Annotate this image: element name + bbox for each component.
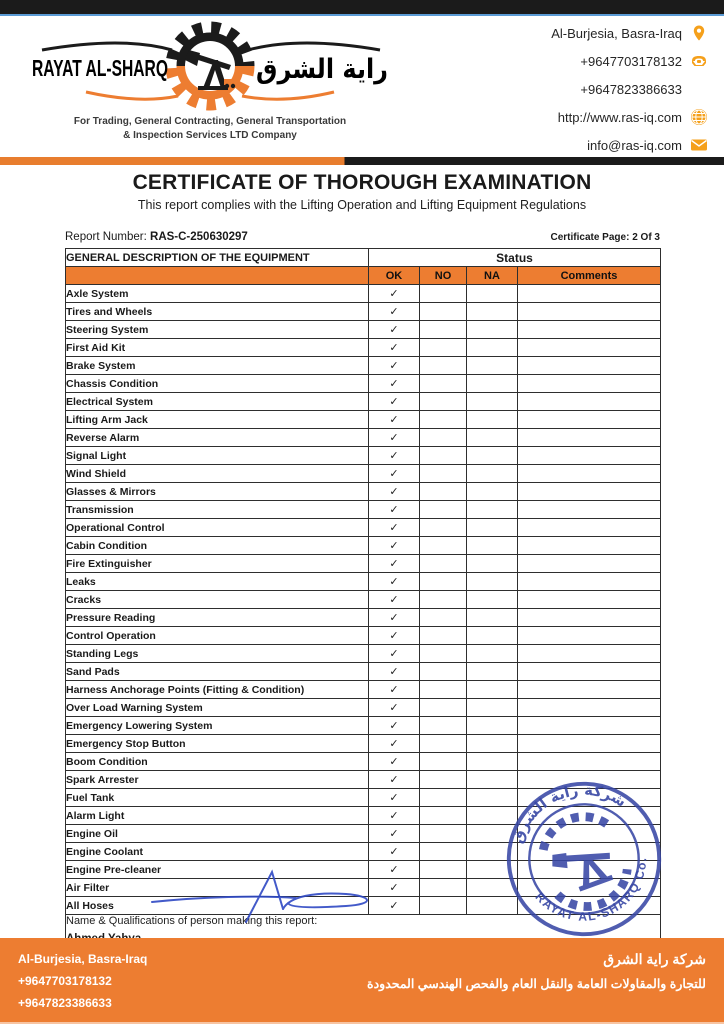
no-cell [420, 663, 467, 681]
na-cell [467, 879, 518, 897]
item-cell: Lifting Arm Jack [66, 411, 369, 429]
no-cell [420, 483, 467, 501]
na-cell [467, 753, 518, 771]
item-cell: Transmission [66, 501, 369, 519]
comments-cell [518, 465, 661, 483]
ok-cell: ✓ [369, 357, 420, 375]
ok-cell: ✓ [369, 303, 420, 321]
na-cell [467, 501, 518, 519]
comments-cell [518, 411, 661, 429]
na-cell [467, 573, 518, 591]
item-cell: Leaks [66, 573, 369, 591]
no-cell [420, 735, 467, 753]
contact-email: info@ras-iq.com [587, 137, 682, 153]
ok-cell: ✓ [369, 789, 420, 807]
footer-arabic-block [367, 946, 706, 996]
ok-cell: ✓ [369, 609, 420, 627]
item-cell: Chassis Condition [66, 375, 369, 393]
comments-cell [518, 573, 661, 591]
footer-company-ar: شركة راية الشرق [603, 951, 706, 967]
table-row [66, 681, 661, 699]
comments-cell [518, 429, 661, 447]
table-row [66, 555, 661, 573]
no-cell [420, 879, 467, 897]
comments-cell [518, 501, 661, 519]
table-row [66, 663, 661, 681]
comments-cell [518, 339, 661, 357]
na-cell [467, 807, 518, 825]
column-header-na: NA [467, 267, 518, 285]
table-row [66, 789, 661, 807]
status-header: Status [369, 249, 661, 267]
table-row [66, 501, 661, 519]
table-row [66, 771, 661, 789]
table-row [66, 375, 661, 393]
item-cell: Steering System [66, 321, 369, 339]
comments-cell [518, 591, 661, 609]
table-row [66, 285, 661, 303]
item-cell: Reverse Alarm [66, 429, 369, 447]
comments-cell [518, 825, 661, 843]
report-meta-line [65, 231, 660, 243]
table-row [66, 573, 661, 591]
table-row [66, 465, 661, 483]
comments-cell [518, 789, 661, 807]
item-cell: Harness Anchorage Points (Fitting & Condition) [66, 681, 369, 699]
no-cell [420, 843, 467, 861]
comments-cell [518, 861, 661, 879]
description-header: GENERAL DESCRIPTION OF THE EQUIPMENT [66, 249, 369, 267]
ok-cell: ✓ [369, 537, 420, 555]
contact-block [478, 24, 708, 164]
comments-cell [518, 285, 661, 303]
item-cell: First Aid Kit [66, 339, 369, 357]
item-cell: Operational Control [66, 519, 369, 537]
contact-email-row [478, 136, 708, 154]
item-cell: Pressure Reading [66, 609, 369, 627]
na-cell [467, 771, 518, 789]
table-row [66, 843, 661, 861]
table-row [66, 411, 661, 429]
table-row [66, 339, 661, 357]
table-row [66, 645, 661, 663]
stamp-text-english: RAYAT AL-SHARQ Co. [532, 856, 650, 924]
table-row [66, 303, 661, 321]
table-row [66, 357, 661, 375]
tagline-line1: For Trading, General Contracting, General Transportation [73, 116, 347, 127]
no-cell [420, 411, 467, 429]
footer-phone1: +9647703178132 [18, 974, 112, 988]
comments-cell [518, 555, 661, 573]
na-cell [467, 537, 518, 555]
globe-icon [690, 108, 708, 126]
report-number [65, 231, 248, 243]
report-number-value: RAS-C-250630297 [150, 231, 248, 243]
footer-address: Al-Burjesia, Basra-Iraq [18, 952, 148, 966]
ok-cell: ✓ [369, 465, 420, 483]
no-cell [420, 285, 467, 303]
no-cell [420, 861, 467, 879]
table-row [66, 879, 661, 897]
table-row [66, 609, 661, 627]
na-cell [467, 609, 518, 627]
no-cell [420, 357, 467, 375]
ok-cell: ✓ [369, 339, 420, 357]
table-row [66, 447, 661, 465]
table-row [66, 699, 661, 717]
ok-cell: ✓ [369, 447, 420, 465]
comments-cell [518, 393, 661, 411]
table-row [66, 429, 661, 447]
na-cell [467, 519, 518, 537]
ok-cell: ✓ [369, 699, 420, 717]
top-blue-line [0, 14, 724, 16]
ok-cell: ✓ [369, 285, 420, 303]
comments-cell [518, 627, 661, 645]
item-cell: Brake System [66, 357, 369, 375]
orange-black-divider [0, 157, 724, 165]
item-cell: All Hoses [66, 897, 369, 915]
na-cell [467, 699, 518, 717]
footer-description-ar: للتجارة والمقاولات العامة والنقل العام والفحص الهندسي المحدودة [367, 977, 706, 991]
no-cell [420, 699, 467, 717]
contact-phone1: +9647703178132 [580, 53, 682, 69]
ok-cell: ✓ [369, 825, 420, 843]
swoosh-bottom-left [86, 92, 178, 99]
signature-label: Name & Qualifications of person making this report: [66, 915, 318, 927]
comments-cell [518, 807, 661, 825]
na-cell [467, 303, 518, 321]
footer-contact-block [18, 948, 147, 1014]
top-black-bar [0, 0, 724, 14]
ok-cell: ✓ [369, 861, 420, 879]
comments-cell [518, 321, 661, 339]
ok-cell: ✓ [369, 681, 420, 699]
comments-cell [518, 753, 661, 771]
ok-cell: ✓ [369, 519, 420, 537]
na-cell [467, 627, 518, 645]
comments-cell [518, 303, 661, 321]
item-cell: Spark Arrester [66, 771, 369, 789]
comments-cell [518, 771, 661, 789]
comments-cell [518, 645, 661, 663]
footer-phone2: +9647823386633 [18, 996, 112, 1010]
phone-icon [690, 52, 708, 70]
contact-website-row [478, 108, 708, 126]
no-cell [420, 627, 467, 645]
swoosh-bottom-right [242, 92, 334, 99]
table-row [66, 537, 661, 555]
na-cell [467, 717, 518, 735]
ok-cell: ✓ [369, 645, 420, 663]
contact-address-row [478, 24, 708, 42]
certificate-page-value: 2 Of 3 [632, 232, 660, 243]
ok-cell: ✓ [369, 555, 420, 573]
item-cell: Wind Shield [66, 465, 369, 483]
comments-cell [518, 357, 661, 375]
item-cell: Alarm Light [66, 807, 369, 825]
table-row [66, 627, 661, 645]
comments-cell [518, 843, 661, 861]
ok-cell: ✓ [369, 879, 420, 897]
equipment-checklist-table [65, 248, 661, 946]
comments-cell [518, 519, 661, 537]
comments-cell [518, 897, 661, 915]
na-cell [467, 843, 518, 861]
na-cell [467, 447, 518, 465]
no-cell [420, 789, 467, 807]
na-cell [467, 681, 518, 699]
contact-phone2-row [478, 80, 708, 98]
na-cell [467, 375, 518, 393]
comments-cell [518, 375, 661, 393]
no-cell [420, 825, 467, 843]
page-title: CERTIFICATE OF THOROUGH EXAMINATION [132, 171, 592, 194]
ok-cell: ✓ [369, 573, 420, 591]
no-cell [420, 753, 467, 771]
certificate-page-label: Certificate Page: [550, 232, 633, 243]
contact-phone1-row [478, 52, 708, 70]
no-cell [420, 771, 467, 789]
contact-phone2: +9647823386633 [580, 81, 682, 97]
table-row [66, 825, 661, 843]
ok-cell: ✓ [369, 897, 420, 915]
comments-cell [518, 609, 661, 627]
no-cell [420, 717, 467, 735]
ok-cell: ✓ [369, 663, 420, 681]
comments-cell [518, 447, 661, 465]
no-cell [420, 519, 467, 537]
table-row [66, 807, 661, 825]
comments-cell [518, 537, 661, 555]
item-cell: Cabin Condition [66, 537, 369, 555]
comments-cell [518, 717, 661, 735]
company-name-ar: راية الشرق [256, 54, 388, 85]
no-cell [420, 681, 467, 699]
table-row [66, 393, 661, 411]
table-row [66, 519, 661, 537]
ok-cell: ✓ [369, 807, 420, 825]
na-cell [467, 357, 518, 375]
column-header-no: NO [420, 267, 467, 285]
no-cell [420, 573, 467, 591]
report-number-label: Report Number: [65, 231, 151, 243]
ok-cell: ✓ [369, 843, 420, 861]
ok-cell: ✓ [369, 771, 420, 789]
no-cell [420, 501, 467, 519]
column-header-ok: OK [369, 267, 420, 285]
no-cell [420, 339, 467, 357]
item-cell: Glasses & Mirrors [66, 483, 369, 501]
no-cell [420, 609, 467, 627]
na-cell [467, 735, 518, 753]
table-row [66, 735, 661, 753]
ok-cell: ✓ [369, 321, 420, 339]
item-cell: Axle System [66, 285, 369, 303]
item-cell: Boom Condition [66, 753, 369, 771]
item-cell: Signal Light [66, 447, 369, 465]
na-cell [467, 789, 518, 807]
item-cell: Fire Extinguisher [66, 555, 369, 573]
ok-cell: ✓ [369, 717, 420, 735]
no-cell [420, 465, 467, 483]
table-row [66, 321, 661, 339]
no-cell [420, 807, 467, 825]
comments-cell [518, 699, 661, 717]
no-cell [420, 555, 467, 573]
table-row [66, 483, 661, 501]
item-cell: Engine Coolant [66, 843, 369, 861]
ok-cell: ✓ [369, 375, 420, 393]
empty-orange-header [66, 267, 369, 285]
company-logo-emblem [28, 18, 392, 114]
ok-cell: ✓ [369, 591, 420, 609]
item-cell: Air Filter [66, 879, 369, 897]
no-cell [420, 897, 467, 915]
stamp-text-arabic: شركة راية الشرق [509, 781, 630, 846]
table-header-row-1 [66, 249, 661, 267]
ok-cell: ✓ [369, 429, 420, 447]
no-cell [420, 447, 467, 465]
comments-cell [518, 663, 661, 681]
no-cell [420, 591, 467, 609]
company-logo [28, 18, 392, 143]
no-cell [420, 375, 467, 393]
table-row [66, 717, 661, 735]
item-cell: Emergency Lowering System [66, 717, 369, 735]
table-row [66, 861, 661, 879]
envelope-icon [690, 136, 708, 154]
item-cell: Tires and Wheels [66, 303, 369, 321]
na-cell [467, 285, 518, 303]
ok-cell: ✓ [369, 393, 420, 411]
no-cell [420, 645, 467, 663]
no-cell [420, 429, 467, 447]
item-cell: Control Operation [66, 627, 369, 645]
swoosh-top-right [248, 43, 380, 50]
no-cell [420, 303, 467, 321]
item-cell: Cracks [66, 591, 369, 609]
na-cell [467, 483, 518, 501]
item-cell: Fuel Tank [66, 789, 369, 807]
location-pin-icon [690, 24, 708, 42]
ok-cell: ✓ [369, 483, 420, 501]
footer-bar [0, 938, 724, 1024]
na-cell [467, 897, 518, 915]
blank-icon-spacer [690, 80, 708, 98]
no-cell [420, 537, 467, 555]
comments-cell [518, 735, 661, 753]
no-cell [420, 393, 467, 411]
item-cell: Standing Legs [66, 645, 369, 663]
item-cell: Electrical System [66, 393, 369, 411]
company-name-en: RAYAT AL-SHARQ [32, 55, 168, 81]
ok-cell: ✓ [369, 627, 420, 645]
na-cell [467, 555, 518, 573]
na-cell [467, 591, 518, 609]
na-cell [467, 411, 518, 429]
contact-address: Al-Burjesia, Basra-Iraq [551, 25, 682, 41]
na-cell [467, 645, 518, 663]
column-header-comments: Comments [518, 267, 661, 285]
no-cell [420, 321, 467, 339]
tagline-line2: & Inspection Services LTD Company [123, 130, 297, 141]
na-cell [467, 429, 518, 447]
na-cell [467, 321, 518, 339]
ok-cell: ✓ [369, 411, 420, 429]
na-cell [467, 861, 518, 879]
contact-website: http://www.ras-iq.com [557, 109, 682, 125]
item-cell: Over Load Warning System [66, 699, 369, 717]
certificate-page-indicator [551, 232, 661, 243]
na-cell [467, 393, 518, 411]
swoosh-top-left [42, 43, 172, 50]
page-subtitle: This report complies with the Lifting Operation and Lifting Equipment Regulations [137, 198, 587, 212]
item-cell: Emergency Stop Button [66, 735, 369, 753]
ok-cell: ✓ [369, 501, 420, 519]
ok-cell: ✓ [369, 735, 420, 753]
table-row [66, 897, 661, 915]
comments-cell [518, 483, 661, 501]
na-cell [467, 465, 518, 483]
ok-cell: ✓ [369, 753, 420, 771]
item-cell: Sand Pads [66, 663, 369, 681]
comments-cell [518, 681, 661, 699]
item-cell: Engine Pre-cleaner [66, 861, 369, 879]
equipment-rows [66, 285, 661, 915]
na-cell [467, 663, 518, 681]
item-cell: Engine Oil [66, 825, 369, 843]
table-row [66, 753, 661, 771]
comments-cell [518, 879, 661, 897]
na-cell [467, 339, 518, 357]
table-header-row-2 [66, 267, 661, 285]
table-row [66, 591, 661, 609]
na-cell [467, 825, 518, 843]
